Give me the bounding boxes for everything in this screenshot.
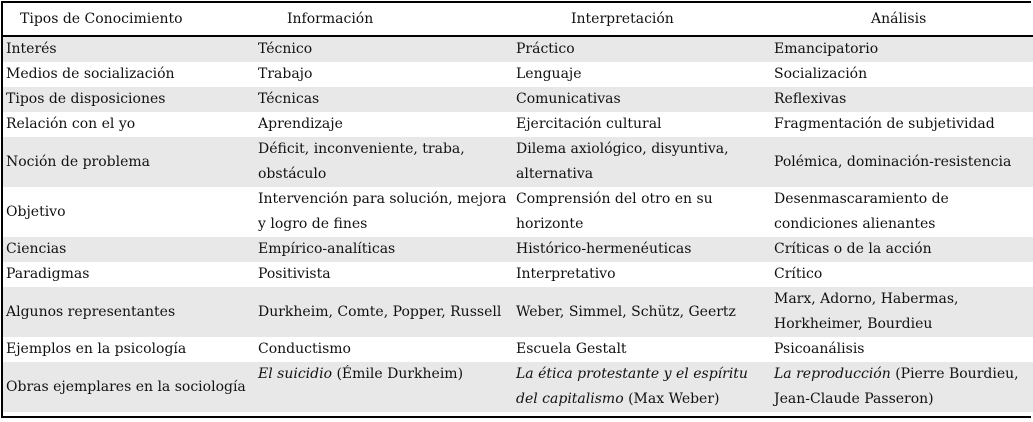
cell-informacion: Positivista: [255, 262, 513, 287]
cell-informacion: Técnicas: [255, 87, 513, 112]
cell-interpretacion: Dilema axiológico, disyuntiva, alternativa: [513, 137, 771, 187]
table-row: [3, 112, 1033, 137]
cell-informacion: [255, 362, 513, 412]
cell-interpretacion: [513, 362, 771, 412]
table-row: [3, 62, 1033, 87]
row-label: Ciencias: [3, 237, 255, 262]
cell-analisis: Polémica, dominación-resistencia: [771, 137, 1033, 187]
cell-analisis: Reflexivas: [771, 87, 1033, 112]
cell-interpretacion: Práctico: [513, 36, 771, 62]
cell-informacion: Empírico-analíticas: [255, 237, 513, 262]
cell-interpretacion: Comunicativas: [513, 87, 771, 112]
work-title: El suicidio: [258, 366, 333, 382]
table-row: [3, 337, 1033, 362]
table-row: [3, 87, 1033, 112]
header-analisis: Análisis: [771, 3, 1033, 36]
work-title: La reproducción: [774, 366, 891, 382]
cell-interpretacion: Interpretativo: [513, 262, 771, 287]
work-title: La ética protestante y el espíritu del capitalismo: [516, 366, 748, 407]
cell-informacion: Trabajo: [255, 62, 513, 87]
cell-analisis: Emancipatorio: [771, 36, 1033, 62]
cell-interpretacion: Escuela Gestalt: [513, 337, 771, 362]
row-label: Tipos de disposiciones: [3, 87, 255, 112]
row-label: Relación con el yo: [3, 112, 255, 137]
row-label: Obras ejemplares en la sociología: [3, 362, 255, 412]
row-label: Interés: [3, 36, 255, 62]
table-row: [3, 362, 1033, 412]
cell-informacion: Intervención para solución, mejora y logro de fines: [255, 187, 513, 237]
table-row: [3, 287, 1033, 337]
cell-informacion: Técnico: [255, 36, 513, 62]
cell-interpretacion: Weber, Simmel, Schütz, Geertz: [513, 287, 771, 337]
table-header-row: [3, 3, 1033, 36]
cell-analisis: Crítico: [771, 262, 1033, 287]
cell-analisis: Socialización: [771, 62, 1033, 87]
table-row: [3, 137, 1033, 187]
row-label: Medios de socialización: [3, 62, 255, 87]
cell-informacion: Durkheim, Comte, Popper, Russell: [255, 287, 513, 337]
cell-analisis: [771, 362, 1033, 412]
row-label: Objetivo: [3, 187, 255, 237]
cell-interpretacion: Ejercitación cultural: [513, 112, 771, 137]
cell-informacion: Déficit, inconveniente, traba, obstáculo: [255, 137, 513, 187]
cell-analisis: Marx, Adorno, Habermas, Horkheimer, Bourdieu: [771, 287, 1033, 337]
table-row: [3, 237, 1033, 262]
header-interpretacion: Interpretación: [513, 3, 771, 36]
table-row: [3, 36, 1033, 62]
work-author: (Max Weber): [623, 391, 720, 407]
table-row: [3, 187, 1033, 237]
cell-interpretacion: Lenguaje: [513, 62, 771, 87]
row-label: Ejemplos en la psicología: [3, 337, 255, 362]
row-label: Paradigmas: [3, 262, 255, 287]
header-informacion: Información: [255, 3, 513, 36]
header-tipos: Tipos de Conocimiento: [3, 3, 255, 36]
knowledge-types-table: [3, 3, 1033, 412]
cell-analisis: Desenmascaramiento de condiciones alienantes: [771, 187, 1033, 237]
row-label: Algunos representantes: [3, 287, 255, 337]
table-row: [3, 262, 1033, 287]
work-author: (Émile Durkheim): [332, 366, 464, 382]
cell-interpretacion: Comprensión del otro en su horizonte: [513, 187, 771, 237]
work-author: (Pierre Bourdieu, Jean-Claude Passeron): [774, 366, 1019, 407]
row-label: Noción de problema: [3, 137, 255, 187]
cell-analisis: Psicoanálisis: [771, 337, 1033, 362]
cell-interpretacion: Histórico-hermenéuticas: [513, 237, 771, 262]
cell-analisis: Fragmentación de subjetividad: [771, 112, 1033, 137]
cell-analisis: Críticas o de la acción: [771, 237, 1033, 262]
cell-informacion: Conductismo: [255, 337, 513, 362]
cell-informacion: Aprendizaje: [255, 112, 513, 137]
